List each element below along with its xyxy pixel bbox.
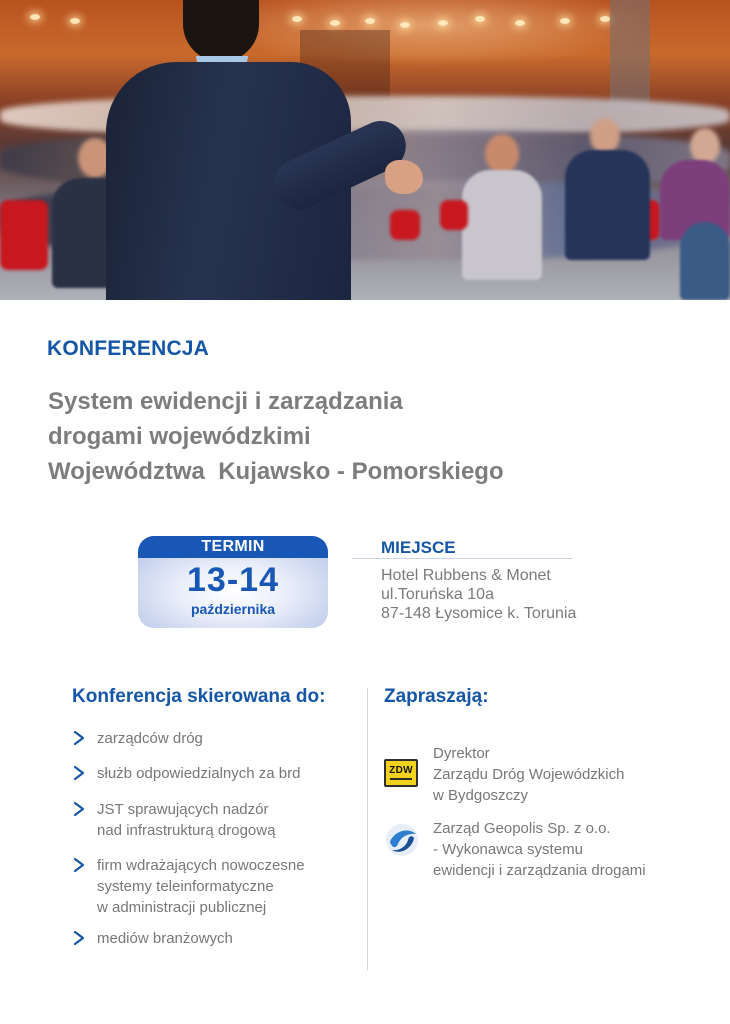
date-days: 13-14	[187, 561, 279, 599]
list-item-text: służb odpowiedzialnych za brd	[97, 765, 301, 782]
chevron-right-icon	[72, 730, 86, 746]
chevron-right-icon	[72, 765, 86, 781]
zdw-logo	[384, 759, 418, 787]
geopolis-logo	[384, 822, 420, 858]
title-line-1: System ewidencji i zarządzania	[48, 388, 403, 415]
zdw-logo-text: ZDW	[389, 765, 413, 776]
venue-block	[352, 538, 577, 623]
host-zdw-text: Dyrektor Zarządu Dróg Wojewódzkich w Bydgoszczy	[433, 745, 625, 804]
event-type-label: KONFERENCJA	[47, 337, 210, 360]
chevron-right-icon	[72, 930, 86, 946]
list-item-text: firm wdrażających nowoczesne systemy teleinformatyczne w administracji publicznej	[97, 857, 305, 916]
column-divider	[367, 688, 368, 970]
speaker-head	[183, 0, 259, 62]
date-month: października	[190, 601, 276, 617]
title-line-3: Województwa Kujawsko - Pomorskiego	[48, 458, 504, 485]
date-label: TERMIN	[138, 536, 328, 558]
venue-address	[381, 566, 577, 623]
conference-title	[48, 384, 688, 489]
list-item-text: JST sprawujących nadzór nad infrastrukturą drogową	[97, 801, 276, 839]
audience-heading: Konferencja skierowana do:	[72, 686, 326, 707]
chevron-right-icon	[72, 857, 86, 873]
list-item-text: mediów branżowych	[97, 930, 233, 947]
list-item-text: zarządców dróg	[97, 730, 203, 747]
hosts-heading: Zapraszają:	[384, 686, 489, 707]
venue-label: MIEJSCE	[352, 538, 572, 559]
speaker-hand	[385, 160, 423, 194]
venue-city: 87-148 Łysomice k. Torunia	[381, 605, 577, 622]
title-line-2: drogami wojewódzkimi	[48, 423, 311, 450]
hero-photo	[0, 0, 730, 300]
chevron-right-icon	[72, 801, 86, 817]
date-badge	[138, 536, 328, 628]
venue-name: Hotel Rubbens & Monet	[381, 567, 551, 584]
venue-street: ul.Toruńska 10a	[381, 586, 494, 603]
host-geopolis-text: Zarząd Geopolis Sp. z o.o. - Wykonawca systemu ewidencji i zarządzania drogami	[433, 820, 646, 879]
